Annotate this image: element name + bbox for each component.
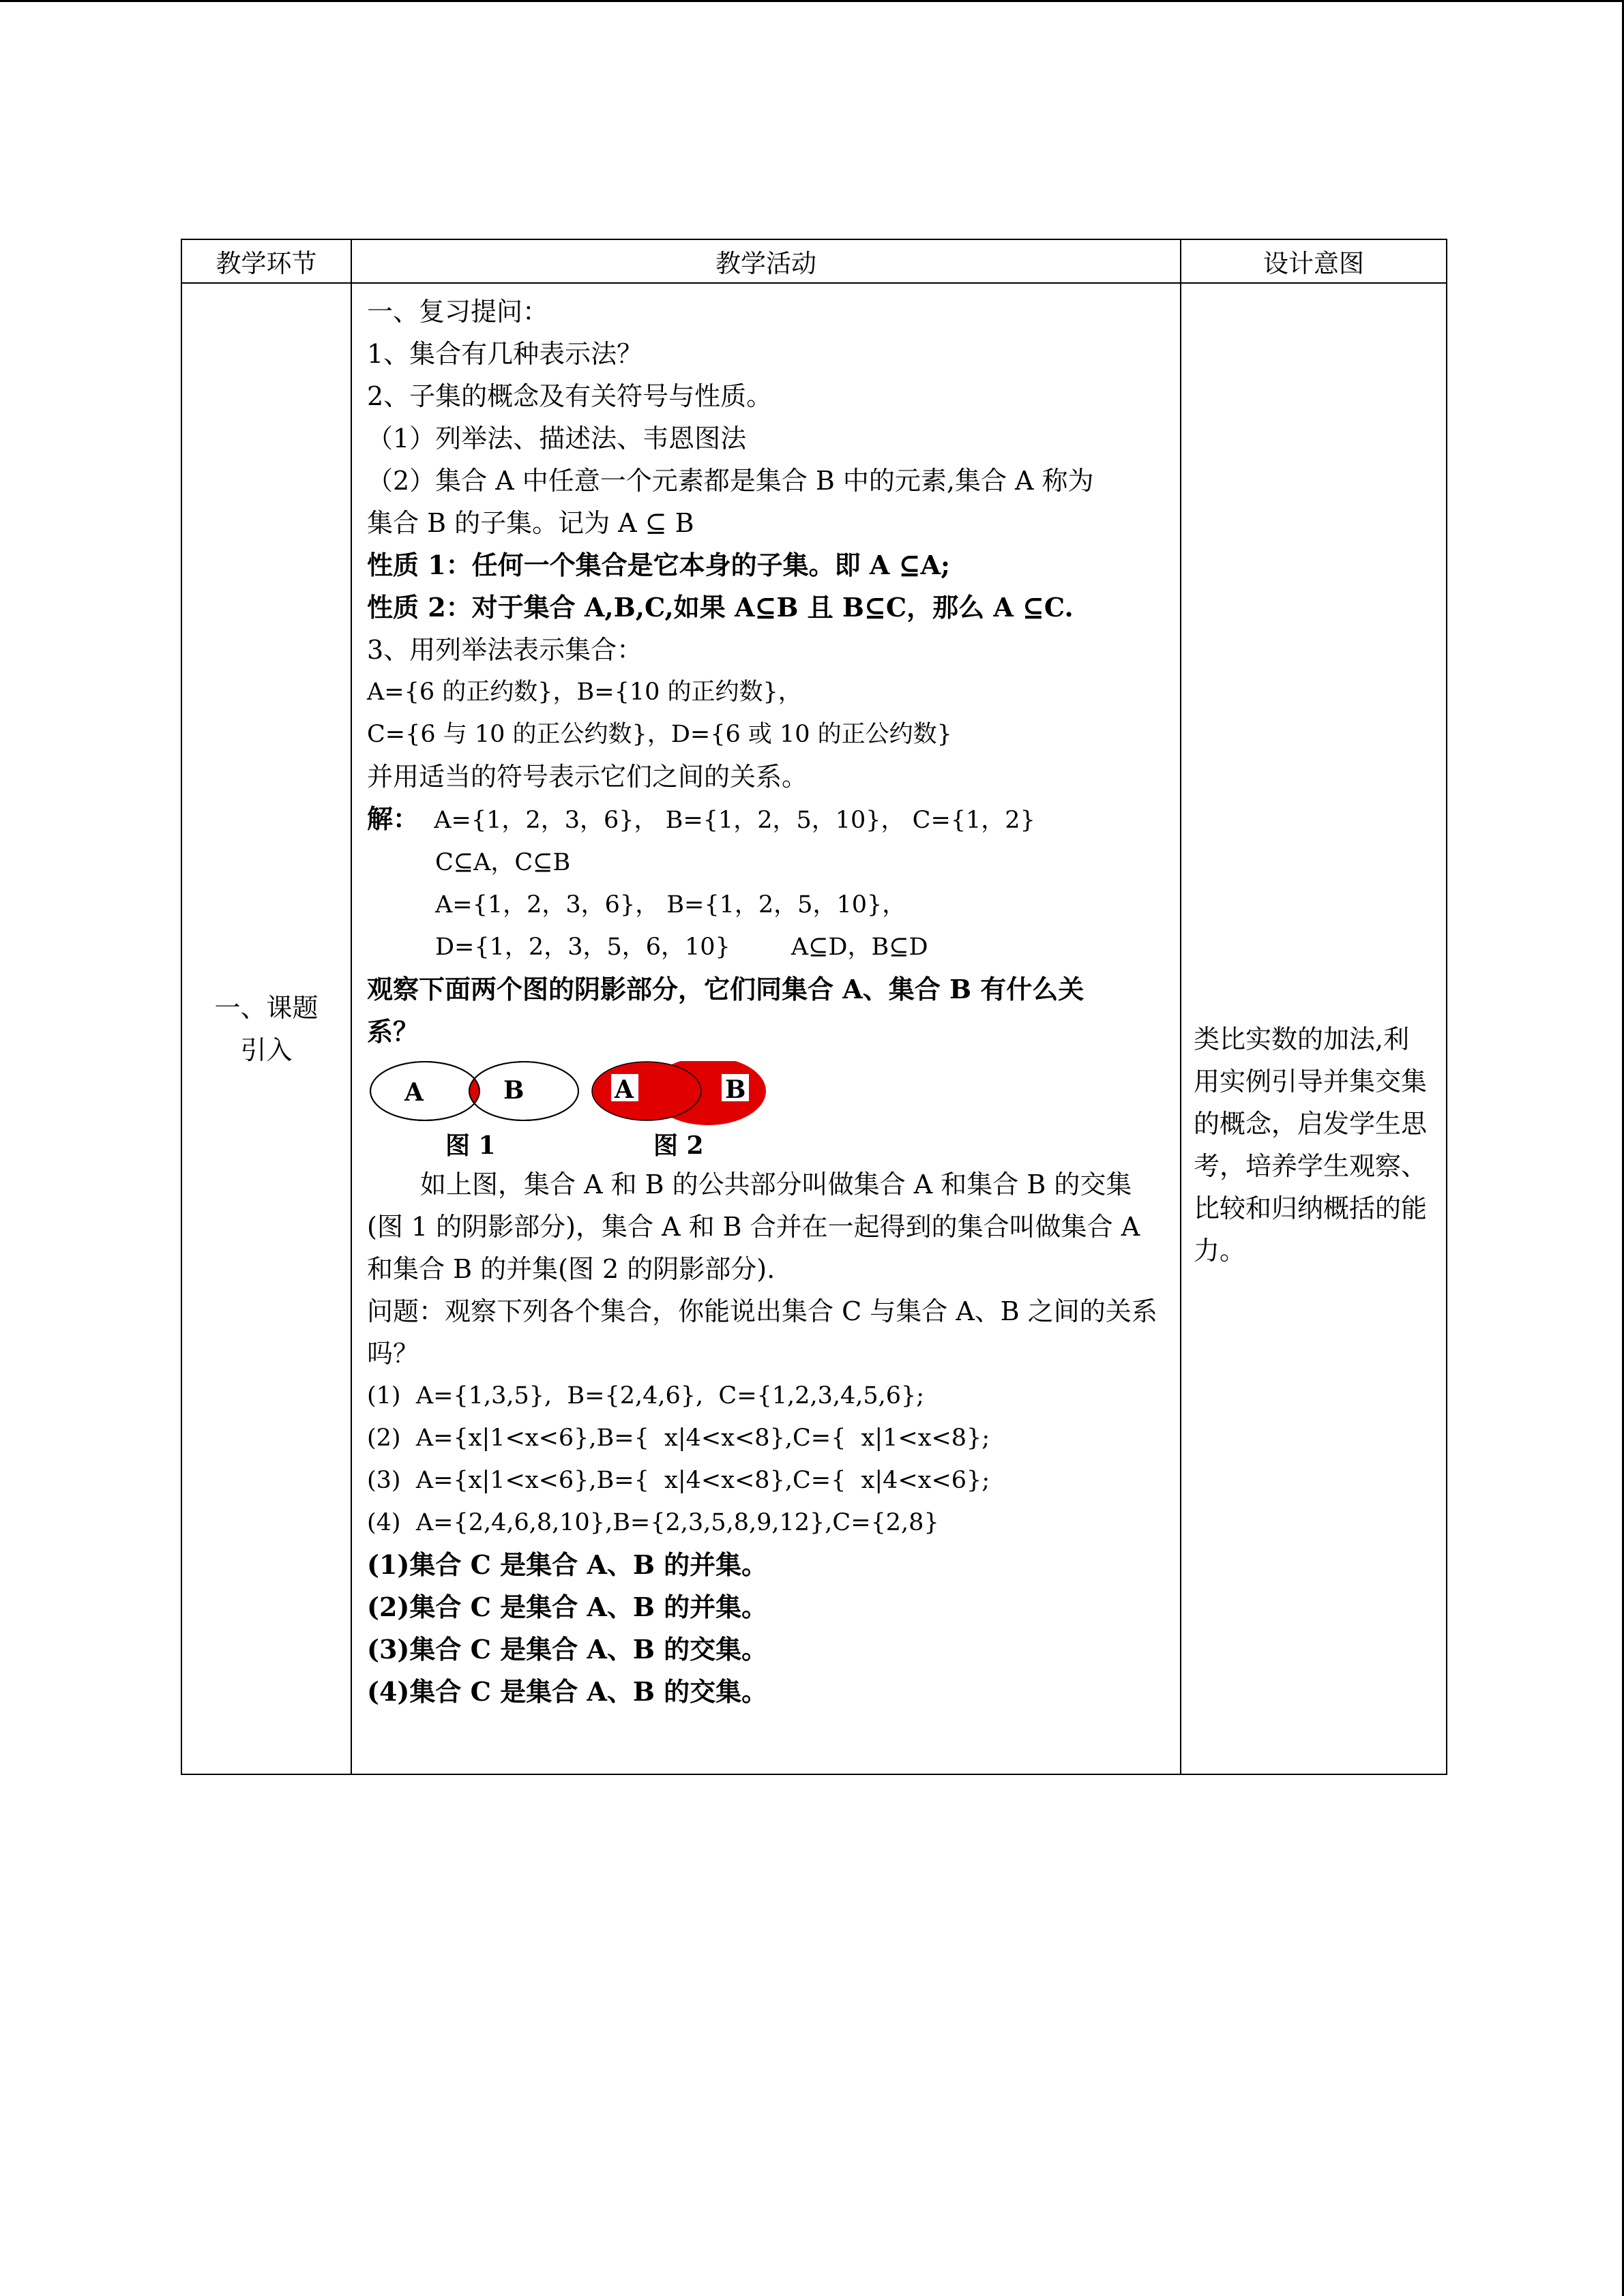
fig2-label-b: B bbox=[725, 1075, 746, 1104]
table-row bbox=[181, 283, 1447, 1774]
answer-q2: (2)集合 C 是集合 A、B 的并集。 bbox=[367, 1592, 768, 1622]
phase-line-2: 引入 bbox=[240, 1034, 293, 1065]
answer-q1: (1)集合 C 是集合 A、B 的并集。 bbox=[367, 1549, 768, 1580]
answer-q4: (4)集合 C 是集合 A、B 的交集。 bbox=[367, 1676, 768, 1707]
venn-diagrams bbox=[367, 1061, 803, 1163]
venn-figure-2 bbox=[592, 1061, 766, 1160]
sets-ab: A={6 的正约数}，B={10 的正约数}， bbox=[367, 679, 802, 706]
answer-1: （1）列举法、描述法、韦恩图法 bbox=[367, 423, 747, 453]
review-q3: 3、用列举法表示集合： bbox=[367, 635, 643, 665]
question-2: (2) A={x|1<x<6},B={ x|4<x<8},C={ x|1<x<8}; bbox=[367, 1425, 990, 1452]
table-header-row bbox=[181, 239, 1447, 283]
review-q1: 1、集合有几种表示法？ bbox=[367, 339, 643, 369]
page-top-border bbox=[0, 0, 1624, 2]
solution-text-1: A={1，2，3，6}， B={1，2，5，10}， C={1，2} bbox=[434, 807, 1035, 834]
question-4: (4) A={2,4,6,8,10},B={2,3,5,8,9,12},C={2,8} bbox=[367, 1509, 939, 1536]
fig2-caption: 图 2 bbox=[653, 1131, 704, 1160]
fig1-caption: 图 1 bbox=[445, 1131, 496, 1160]
sets-cd: C={6 与 10 的正公约数}，D={6 或 10 的正公约数} bbox=[367, 721, 952, 748]
solution-line-2: C⊆A，C⊆B bbox=[435, 849, 571, 876]
solution-line-4: D={1，2，3，5，6，10} A⊆D，B⊆D bbox=[435, 934, 928, 961]
answer-2a: （2）集合 A 中任意一个元素都是集合 B 中的元素,集合 A 称为 bbox=[367, 466, 1094, 496]
answer-q3: (3)集合 C 是集合 A、B 的交集。 bbox=[367, 1634, 768, 1665]
question-1: (1) A={1,3,5}, B={2,4,6}, C={1,2,3,4,5,6}; bbox=[367, 1382, 925, 1410]
property-1: 性质 1：任何一个集合是它本身的子集。即 A ⊆A; bbox=[367, 550, 950, 580]
review-q2: 2、子集的概念及有关符号与性质。 bbox=[367, 381, 773, 411]
fig2-label-a: A bbox=[615, 1075, 634, 1104]
observe-line-2: 系？ bbox=[367, 1016, 419, 1047]
observe-line-1: 观察下面两个图的阴影部分，它们同集合 A、集合 B 有什么关 bbox=[367, 974, 1084, 1004]
solution-label: 解： bbox=[367, 803, 419, 834]
property-2: 性质 2：对于集合 A,B,C,如果 A⊆B 且 B⊆C，那么 A ⊆C. bbox=[367, 592, 1074, 623]
venn-figure-1 bbox=[370, 1062, 578, 1160]
design-intent-cell: 类比实数的加法,利用实例引导并集交集的概念，启发学生思考，培养学生观察、比较和归纳概括的能力。 bbox=[1181, 283, 1447, 1774]
header-activity: 教学活动 bbox=[351, 239, 1181, 283]
relation-prompt: 并用适当的符号表示它们之间的关系。 bbox=[367, 762, 808, 792]
header-phase: 教学环节 bbox=[181, 239, 351, 283]
phase-cell bbox=[181, 283, 351, 1774]
lesson-plan-table bbox=[181, 239, 1447, 1775]
activity-cell bbox=[351, 283, 1181, 1774]
definition-paragraph: 如上图，集合 A 和 B 的公共部分叫做集合 A 和集合 B 的交集(图 1 的阴影部分)，集合 A 和 B 合并在一起得到的集合叫做集合 A 和集合 B 的并集(图 2 的阴影部分). bbox=[367, 1169, 1140, 1284]
answer-2b: 集合 B 的子集。记为 A ⊆ B bbox=[367, 508, 694, 538]
solution-line-1 bbox=[367, 798, 1165, 841]
header-intent: 设计意图 bbox=[1181, 239, 1447, 283]
fig1-label-b: B bbox=[503, 1076, 525, 1105]
phase-line-1: 一、课题 bbox=[214, 992, 319, 1023]
solution-line-3: A={1，2，3，6}， B={1，2，5，10}， bbox=[435, 891, 906, 919]
question-prompt: 问题：观察下列各个集合，你能说出集合 C 与集合 A、B 之间的关系吗？ bbox=[367, 1296, 1157, 1369]
question-3: (3) A={x|1<x<6},B={ x|4<x<8},C={ x|4<x<6}; bbox=[367, 1467, 990, 1494]
review-heading: 一、复习提问： bbox=[367, 297, 549, 327]
fig1-label-a: A bbox=[404, 1078, 424, 1107]
